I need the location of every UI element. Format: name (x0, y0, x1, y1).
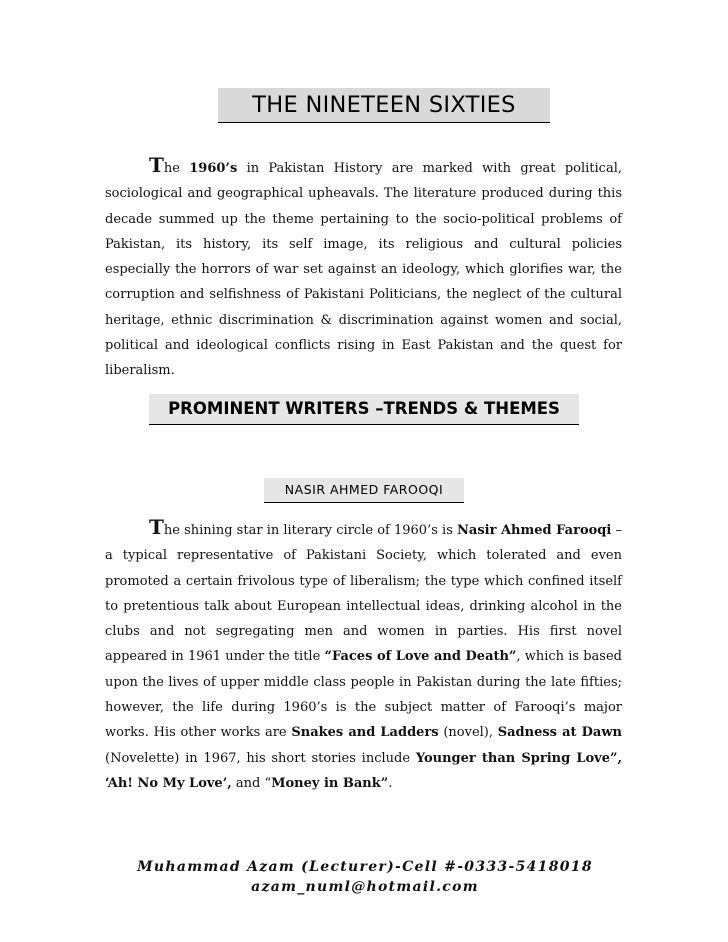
author-text: , which is based upon the lives of upper middle class people in Pakistan during the late fifties; however, the life during 1960’s is the subject matter of Farooqi’s major works. His other works are (105, 649, 622, 741)
author-text: he shining star in literary circle of 1960’s is (163, 523, 458, 538)
decade-highlight: 1960’s (189, 161, 238, 176)
work-title: “Faces of Love and Death” (324, 649, 517, 665)
intro-text-start: he (163, 161, 190, 176)
drop-cap: T (149, 153, 164, 177)
work-title: Sadness at Dawn (497, 725, 623, 741)
author-heading: NASIR AHMED FAROOQI (264, 478, 464, 503)
author-text: and “ (231, 775, 272, 791)
drop-cap: T (149, 515, 164, 539)
work-title-close-quote: ” (380, 775, 389, 791)
intro-text-body: in Pakistan History are marked with great political, sociological and geographical upheavals. The literature produced during this decade summed up the theme pertaining to the socio-political problems of Pakistan, its history, its self image, its religious and cultural policies especially the horrors of war set against an ideology, which glorifies war, the corruption and selfishness of Pakistani Politicians, the neglect of the cultural heritage, ethnic discrimination & discrimination against women and social, political and ideological conflicts rising in East Pakistan and the quest for liberalism. (105, 161, 622, 379)
footer-email: azam_numl@hotmail.com (251, 879, 479, 895)
author-text: (Novelette) in 1967, his short stories include (105, 750, 416, 766)
author-text: (novel), (438, 725, 498, 741)
work-title: Money in Bank (271, 775, 381, 791)
page-footer (100, 857, 630, 897)
footer-contact: Muhammad Azam (Lecturer)-Cell #-0333-5418018 (137, 859, 593, 875)
page-title: THE NINETEEN SIXTIES (218, 88, 550, 123)
author-name: Nasir Ahmed Farooqi (457, 523, 612, 538)
work-title: Snakes and Ladders (291, 725, 439, 741)
author-text: –a typical representative of Pakistani Society, which tolerated and even promoted a certain frivolous type of liberalism; the type which confined itself to pretentious talk about European intellectual ideas, drinking alcohol in the clubs and not segregating men and women in parties. His first novel appeared in 1961 under the title (105, 523, 622, 665)
author-text: . (388, 775, 393, 791)
author-paragraph (105, 515, 622, 796)
work-title: Younger than Spring Love”, ‘Ah! No My Love’, (105, 750, 623, 791)
section-heading: PROMINENT WRITERS –TRENDS & THEMES (149, 394, 579, 425)
intro-paragraph (105, 153, 622, 384)
